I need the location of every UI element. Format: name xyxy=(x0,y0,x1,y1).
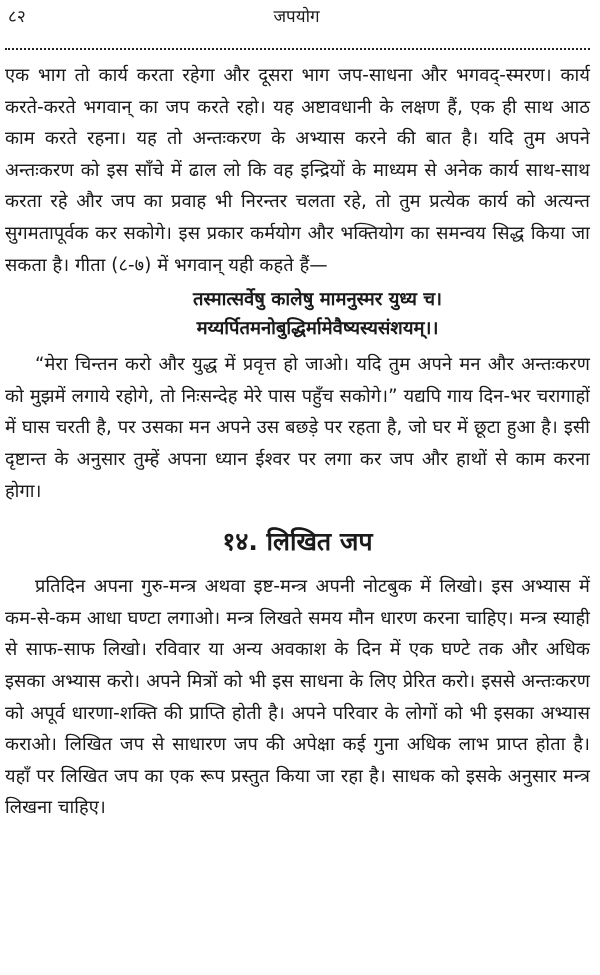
body-paragraph-1: एक भाग तो कार्य करता रहेगा और दूसरा भाग जप-साधना और भगवद्-स्मरण। कार्य करते-करते भगवान् का जप करते रहो। यह अष्टावधानी के लक्षण हैं, एक ही साथ आठ काम करते रहना। यह तो अन्तःकरण के अभ्यास करने की बात है। यदि तुम अपने अन्तःकरण को इस साँचे में ढाल लो कि वह इन्द्रियों के माध्यम से अनेक कार्य साथ-साथ करता रहे और जप का प्रवाह भी निरन्तर चलता रहे, तो तुम प्रत्येक कार्य को अत्यन्त सुगमतापूर्वक कर सकोगे। इस प्रकार कर्मयोग और भक्तियोग का समन्वय सिद्ध किया जा सकता है। गीता (८-७) में भगवान् यही कहते हैं— xyxy=(5,65,590,276)
verse-line-2: मय्यर्पितमनोबुद्धिर्मामेवैष्यस्यसंशयम्।। xyxy=(196,318,439,340)
body-paragraph-2: “मेरा चिन्तन करो और युद्ध में प्रवृत्त हो जाओ। यदि तुम अपने मन और अन्तःकरण को मुझमें लगाये रहोगे, तो निःसन्देह मेरे पास पहुँच सकोगे।” यद्यपि गाय दिन-भर चरागाहों में घास चरती है, पर उसका मन अपने उस बछड़े पर रहता है, जो घर में छूटा हुआ है। इसी दृष्टान्त के अनुसार तुम्हें अपना ध्यान ईश्वर पर लगा कर जप और हाथों से काम करना होगा। xyxy=(5,354,590,502)
running-title: जपयोग xyxy=(273,7,320,27)
header-dotted-rule xyxy=(5,48,590,50)
page-header xyxy=(5,0,590,38)
section-heading: १४. लिखित जप xyxy=(222,527,373,557)
sanskrit-verse xyxy=(45,285,590,343)
body-paragraph-3: प्रतिदिन अपना गुरु-मन्त्र अथवा इष्ट-मन्त्र अपनी नोटबुक में लिखो। इस अभ्यास में कम-से-कम आधा घण्टा लगाओ। मन्त्र लिखते समय मौन धारण करना चाहिए। मन्त्र स्याही से साफ-साफ लिखो। रविवार या अन्य अवकाश के दिन में एक घण्टे तक और अधिक इसका अभ्यास करो। अपने मित्रों को भी इस साधना के लिए प्रेरित करो। इससे अन्तःकरण को अपूर्व धारणा-शक्ति की प्राप्ति होती है। अपने परिवार के लोगों को भी इसका अभ्यास कराओ। लिखित जप से साधारण जप की अपेक्षा कई गुना अधिक लाभ प्राप्त होता है। यहाँ पर लिखित जप का एक रूप प्रस्तुत किया जा रहा है। साधक को इसके अनुसार मन्त्र लिखना चाहिए। xyxy=(5,576,590,819)
page-number: ८२ xyxy=(8,7,26,27)
verse-line-1: तस्मात्सर्वेषु कालेषु मामनुस्मर युध्य च। xyxy=(192,289,443,311)
